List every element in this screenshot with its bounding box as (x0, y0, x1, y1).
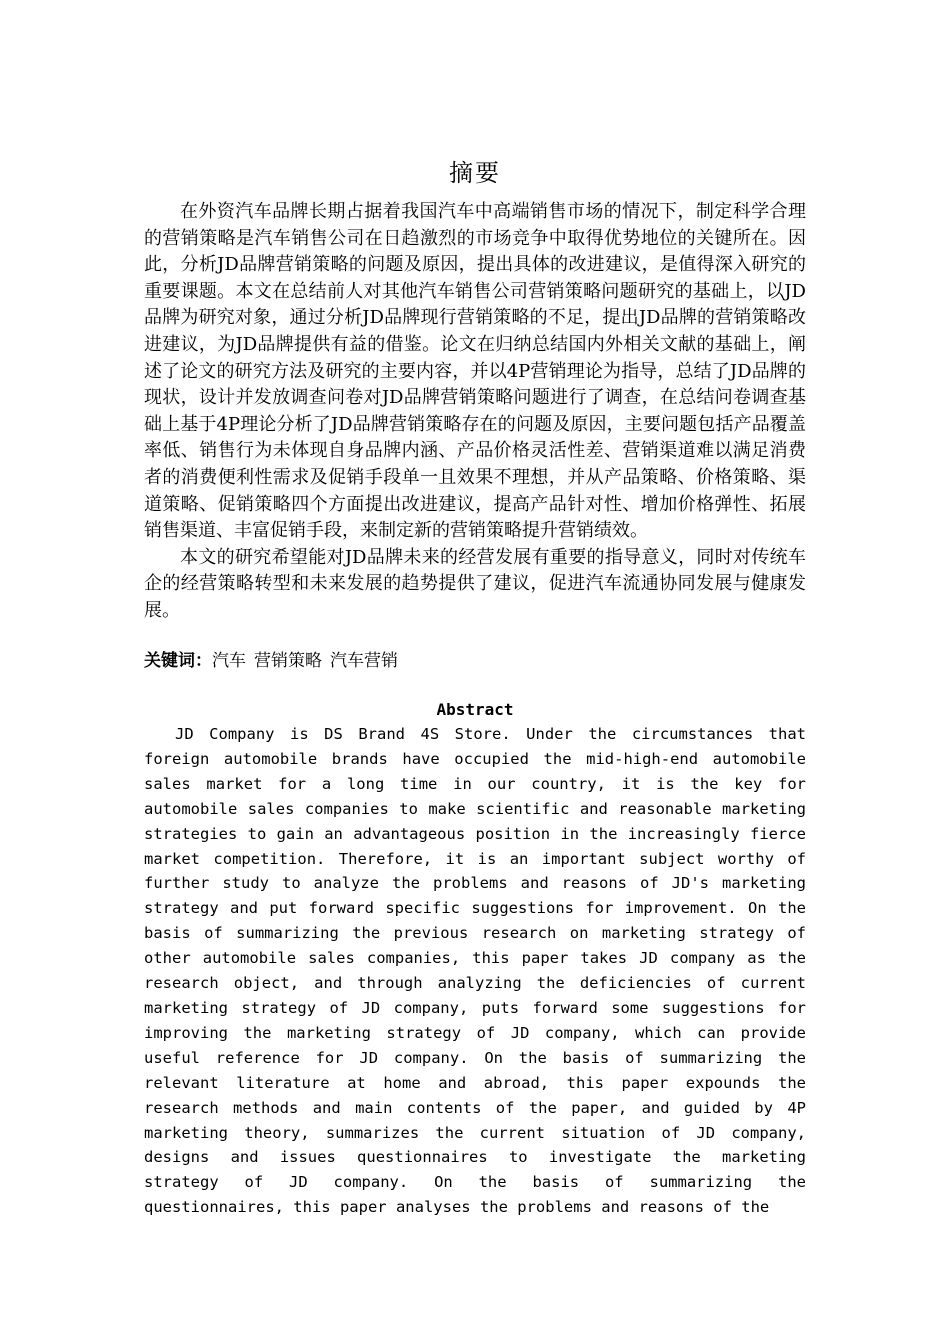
keywords-line (144, 648, 806, 674)
keyword-item: 汽车营销 (330, 651, 398, 671)
english-abstract-body (144, 722, 806, 1222)
english-abstract-paragraph-1: JD Company is DS Brand 4S Store. Under the circumstances that foreign automobile brands have occupied the mid-high-end automobile sales market for a long time in our country, it is the key for automobile sales companies to make scientific and reasonable marketing strategies to gain an advantageous position in the increasingly fierce market competition. Therefore, it is an important subject worthy of further study to analyze the problems and reasons of JD's marketing strategy and put forward specific suggestions for improvement. On the basis of summarizing the previous research on marketing strategy of other automobile sales companies, this paper takes JD company as the research object, and through analyzing the deficiencies of current marketing strategy of JD company, puts forward some suggestions for improving the marketing strategy of JD company, which can provide useful reference for JD company. On the basis of summarizing the relevant literature at home and abroad, this paper expounds the research methods and main contents of the paper, and guided by 4P marketing theory, summarizes the current situation of JD company, designs and issues questionnaires to investigate the marketing strategy of JD company. On the basis of summarizing the questionnaires, this paper analyses the problems and reasons of the (144, 725, 806, 1217)
keyword-item: 汽车 (212, 651, 246, 671)
chinese-abstract-title: 摘要 (449, 159, 501, 187)
keywords-label: 关键词： (144, 651, 212, 671)
chinese-abstract-body (144, 199, 806, 625)
chinese-abstract-paragraph-1: 在外资汽车品牌长期占据着我国汽车中高端销售市场的情况下，制定科学合理的营销策略是汽车销售公司在日趋激烈的市场竞争中取得优势地位的关键所在。因此，分析JD品牌营销策略的问题及原因，提出具体的改进建议，是值得深入研究的重要课题。本文在总结前人对其他汽车销售公司营销策略问题研究的基础上，以JD品牌为研究对象，通过分析JD品牌现行营销策略的不足，提出JD品牌的营销策略改进建议，为JD品牌提供有益的借鉴。论文在归纳总结国内外相关文献的基础上，阐述了论文的研究方法及研究的主要内容，并以4P营销理论为指导，总结了JD品牌的现状，设计并发放调查问卷对JD品牌营销策略问题进行了调查，在总结问卷调查基础上基于4P理论分析了JD品牌营销策略存在的问题及原因，主要问题包括产品覆盖率低、销售行为未体现自身品牌内涵、产品价格灵活性差、营销渠道难以满足消费者的消费便利性需求及促销手段单一且效果不理想，并从产品策略、价格策略、渠道策略、促销策略四个方面提出改进建议，提高产品针对性、增加价格弹性、拓展销售渠道、丰富促销手段，来制定新的营销策略提升营销绩效。 (144, 201, 806, 542)
keyword-item: 营销策略 (254, 651, 322, 671)
english-abstract-title: Abstract (436, 700, 514, 719)
chinese-abstract-paragraph-2: 本文的研究希望能对JD品牌未来的经营发展有重要的指导意义，同时对传统车企的经营策略转型和未来发展的趋势提供了建议，促进汽车流通协同发展与健康发展。 (144, 546, 806, 621)
